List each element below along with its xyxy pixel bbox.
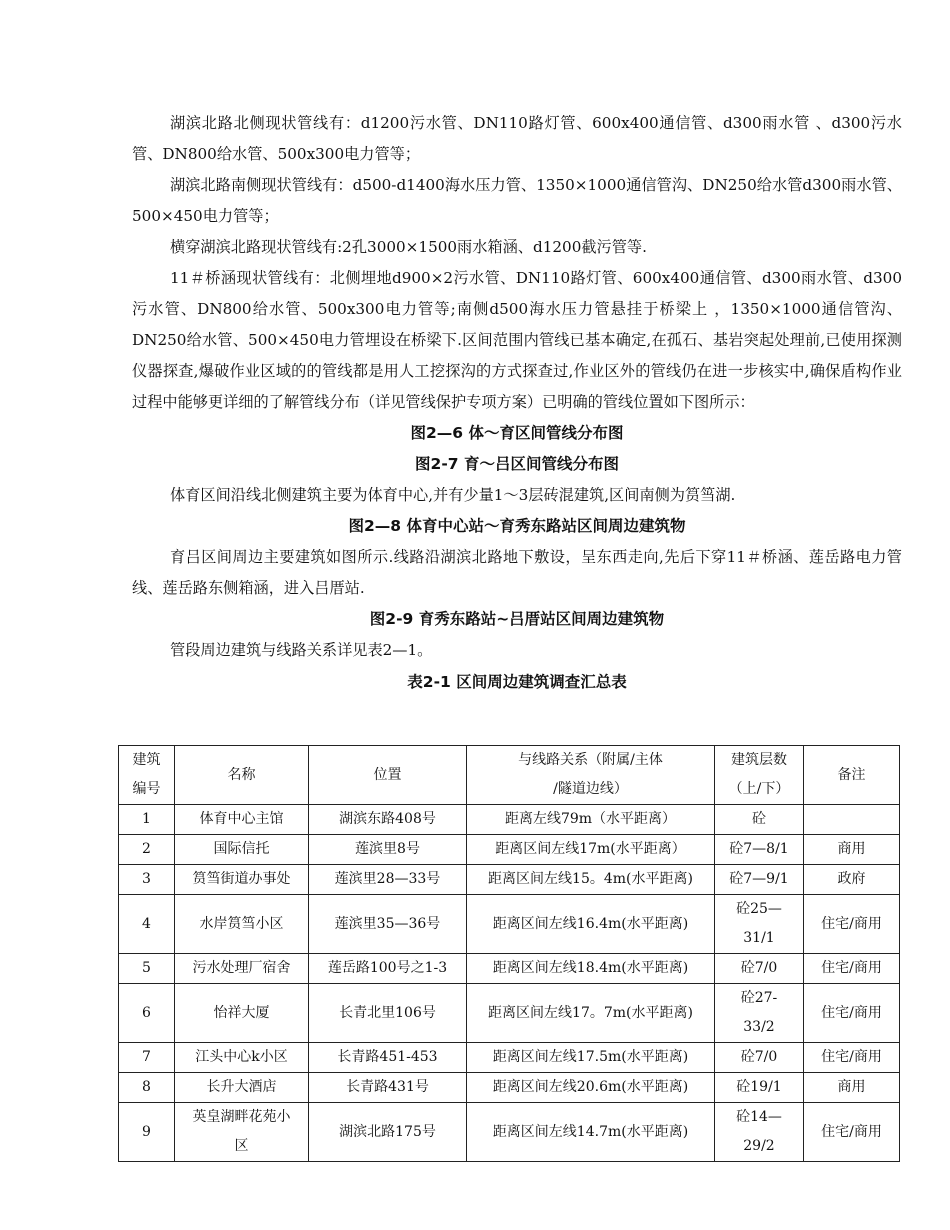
cell-location: 湖滨东路408号	[309, 805, 467, 835]
table-row	[119, 1073, 900, 1103]
cell-floors	[715, 805, 804, 835]
cell-building-no: 2	[119, 835, 175, 865]
table-header-row	[119, 746, 900, 805]
cell-name-line: 长升大酒店	[206, 1079, 277, 1095]
cell-floors-line: 砼27-	[740, 990, 778, 1006]
cell-building-no: 6	[119, 984, 175, 1043]
cell-name	[175, 1073, 309, 1103]
paragraph-sports-section-buildings: 体育区间沿线北侧建筑主要为体育中心,并有少量1～3层砖混建筑,区间南侧为筼筜湖.	[170, 486, 736, 504]
cell-name	[175, 1043, 309, 1073]
cell-relation: 距离区间左线16.4m(水平距离)	[467, 895, 715, 954]
table-row	[119, 835, 900, 865]
table-row	[119, 1103, 900, 1162]
cell-location: 长青路451-453	[309, 1043, 467, 1073]
header-floors-line2: （上/下）	[728, 781, 790, 797]
cell-relation: 距离区间左线18.4m(水平距离)	[467, 954, 715, 984]
cell-remark: 住宅/商用	[804, 954, 900, 984]
cell-floors-line: 砼25—	[736, 901, 782, 917]
cell-floors	[715, 835, 804, 865]
cell-location: 莲岳路100号之1-3	[309, 954, 467, 984]
cell-name-line: 污水处理厂宿舍	[192, 960, 291, 976]
figure-caption-2-8: 图2—8 体育中心站～育秀东路站区间周边建筑物	[348, 517, 686, 535]
cell-relation: 距离区间左线15。4m(水平距离)	[467, 865, 715, 895]
cell-remark: 商用	[804, 835, 900, 865]
cell-remark: 住宅/商用	[804, 895, 900, 954]
cell-building-no: 5	[119, 954, 175, 984]
cell-name-line: 怡祥大厦	[213, 1004, 270, 1021]
cell-remark: 住宅/商用	[804, 1103, 900, 1162]
cell-name-line: 体育中心主馆	[199, 811, 284, 827]
header-name: 名称	[175, 746, 309, 805]
header-building-no-line1: 建筑	[132, 752, 161, 768]
header-floors	[715, 746, 804, 805]
paragraph-bridge-culvert-pipelines: 11＃桥涵现状管线有：北侧埋地d900×2污水管、DN110路灯管、600x400通信管、d300雨水管、d300污水管、DN800给水管、500x300电力管等;南侧d500海水压力管悬挂于桥梁上 ，1350×1000通信管沟、DN250给水管、500×450电力管埋设在桥梁下.区间范围内管线已基本确定,在孤石、基岩突起处理前,已使用探测仪器探查,爆破作业区域的的管线都是用人工挖探沟的方式探查过,作业区外的管线仍在进一步核实中,确保盾构作业过程中能够更详细的了解管线分布（详见管线保护专项方案）已明确的管线位置如下图所示：	[132, 269, 902, 411]
header-remark: 备注	[804, 746, 900, 805]
cell-location: 莲滨里35—36号	[309, 895, 467, 954]
cell-floors-line: 29/2	[743, 1138, 775, 1154]
cell-location: 长青北里106号	[309, 984, 467, 1043]
table-header	[119, 746, 900, 805]
paragraph-yulv-section-buildings: 育吕区间周边主要建筑如图所示.线路沿湖滨北路地下敷设，呈东西走向,先后下穿11＃桥涵、莲岳路电力管线、莲岳路东侧箱涵，进入吕厝站.	[132, 548, 902, 597]
table-row	[119, 805, 900, 835]
cell-remark: 住宅/商用	[804, 984, 900, 1043]
header-location: 位置	[309, 746, 467, 805]
cell-floors	[715, 984, 804, 1043]
document-body	[132, 108, 902, 698]
cell-name-line: 区	[234, 1138, 249, 1154]
cell-name	[175, 865, 309, 895]
cell-remark: 商用	[804, 1073, 900, 1103]
cell-floors-line: 砼7/0	[740, 960, 778, 976]
cell-floors-line: 砼19/1	[736, 1079, 782, 1095]
table-body	[119, 805, 900, 1162]
table-row	[119, 984, 900, 1043]
cell-location: 长青路431号	[309, 1073, 467, 1103]
header-relation-line2: /隧道边线）	[553, 781, 628, 797]
cell-relation: 距离区间左线17m(水平距离）	[467, 835, 715, 865]
header-floors-line1: 建筑层数	[731, 752, 787, 768]
table-row	[119, 954, 900, 984]
cell-floors-line: 砼	[752, 811, 766, 827]
cell-floors-line: 31/1	[743, 930, 775, 946]
cell-remark: 政府	[804, 865, 900, 895]
cell-location: 湖滨北路175号	[309, 1103, 467, 1162]
table-row	[119, 895, 900, 954]
header-relation	[467, 746, 715, 805]
cell-relation: 距离区间左线17。7m(水平距离)	[467, 984, 715, 1043]
table-title: 表2-1 区间周边建筑调查汇总表	[407, 673, 627, 691]
cell-building-no: 3	[119, 865, 175, 895]
cell-floors-line: 砼7—8/1	[729, 841, 789, 857]
cell-name	[175, 1103, 309, 1162]
building-survey-table	[118, 745, 900, 1162]
cell-name	[175, 954, 309, 984]
cell-building-no: 4	[119, 895, 175, 954]
cell-location: 莲滨里28—33号	[309, 865, 467, 895]
cell-remark: 住宅/商用	[804, 1043, 900, 1073]
cell-relation: 距离区间左线14.7m(水平距离)	[467, 1103, 715, 1162]
paragraph-north-pipelines: 湖滨北路北侧现状管线有：d1200污水管、DN110路灯管、600x400通信管、d300雨水管 、d300污水管、DN800给水管、500x300电力管等；	[132, 114, 902, 163]
cell-floors	[715, 1073, 804, 1103]
figure-caption-2-9: 图2-9 育秀东路站~吕厝站区间周边建筑物	[369, 610, 665, 628]
cell-floors-line: 砼14—	[736, 1109, 782, 1125]
paragraph-table-reference: 管段周边建筑与线路关系详见表2—1。	[170, 641, 433, 659]
cell-name-line: 水岸筼筜小区	[199, 915, 284, 932]
header-building-no	[119, 746, 175, 805]
cell-floors	[715, 1043, 804, 1073]
paragraph-crossing-pipelines: 横穿湖滨北路现状管线有:2孔3000×1500雨水箱涵、d1200截污管等.	[170, 238, 647, 256]
cell-building-no: 8	[119, 1073, 175, 1103]
cell-name-line: 国际信托	[213, 841, 270, 857]
cell-floors-line: 砼7/0	[740, 1049, 778, 1065]
cell-floors-line: 砼7—9/1	[729, 871, 789, 887]
cell-relation: 距离左线79m（水平距离）	[467, 805, 715, 835]
cell-location: 莲滨里8号	[309, 835, 467, 865]
cell-remark	[804, 805, 900, 835]
cell-relation: 距离区间左线17.5m(水平距离)	[467, 1043, 715, 1073]
cell-name-line: 筼筜街道办事处	[192, 871, 291, 887]
cell-floors	[715, 865, 804, 895]
cell-name	[175, 805, 309, 835]
cell-building-no: 7	[119, 1043, 175, 1073]
cell-name	[175, 895, 309, 954]
cell-floors-line: 33/2	[743, 1019, 775, 1035]
cell-relation: 距离区间左线20.6m(水平距离)	[467, 1073, 715, 1103]
cell-name-line: 英皇湖畔花苑小	[192, 1109, 291, 1125]
cell-name-line: 江头中心k小区	[195, 1049, 288, 1065]
cell-floors	[715, 954, 804, 984]
cell-name	[175, 835, 309, 865]
cell-building-no: 9	[119, 1103, 175, 1162]
cell-name	[175, 984, 309, 1043]
header-building-no-line2: 编号	[132, 781, 161, 797]
cell-floors	[715, 1103, 804, 1162]
paragraph-south-pipelines: 湖滨北路南侧现状管线有：d500-d1400海水压力管、1350×1000通信管沟、DN250给水管d300雨水管、500×450电力管等；	[132, 176, 902, 225]
header-relation-line1: 与线路关系（附属/主体	[518, 752, 663, 768]
table-row	[119, 1043, 900, 1073]
cell-building-no: 1	[119, 805, 175, 835]
figure-caption-2-7: 图2-7 育～吕区间管线分布图	[415, 455, 619, 473]
table-row	[119, 865, 900, 895]
figure-caption-2-6: 图2—6 体～育区间管线分布图	[410, 424, 624, 442]
cell-floors	[715, 895, 804, 954]
